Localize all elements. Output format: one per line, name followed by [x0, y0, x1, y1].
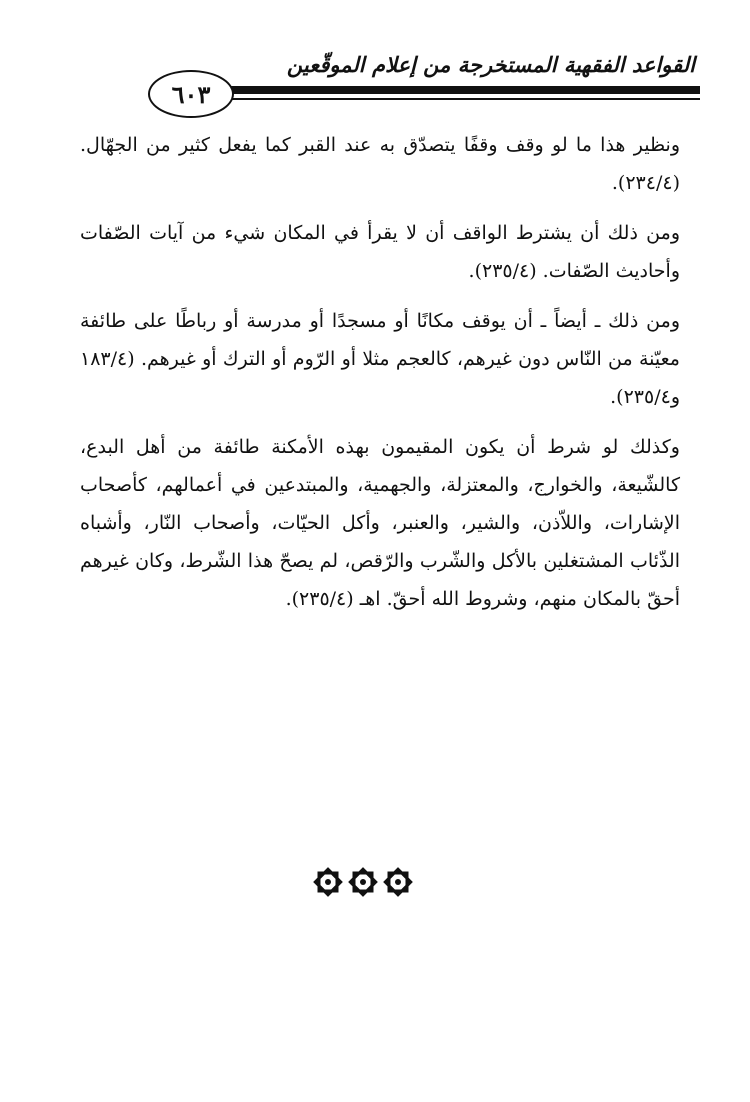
header-rule-thick	[200, 86, 700, 94]
page-number: ٦٠٣	[148, 70, 234, 118]
body-text	[80, 126, 680, 630]
eight-point-star-icon	[383, 867, 413, 897]
eight-point-star-icon	[313, 867, 343, 897]
running-header-title: القواعد الفقهية المستخرجة من إعلام الموقّعين	[286, 52, 695, 77]
paragraph: ونظير هذا ما لو وقف وقفًا يتصدّق به عند القبر كما يفعل كثير من الجهّال. (٢٣٤/٤).	[80, 134, 680, 194]
section-end-ornament	[313, 866, 413, 898]
paragraph: ومن ذلك ـ أيضاً ـ أن يوقف مكانًا أو مسجدًا أو مدرسة أو رباطًا على طائفة معيّنة من النّاس دون غيرهم، كالعجم مثلا أو الرّوم أو الترك أو غيرهم. (١٨٣/٤ و٢٣٥/٤).	[80, 310, 680, 408]
eight-point-star-icon	[348, 867, 378, 897]
paragraph: ومن ذلك أن يشترط الواقف أن لا يقرأ في المكان شيء من آيات الصّفات وأحاديث الصّفات. (٢٣٥/٤).	[80, 222, 680, 282]
paragraph: وكذلك لو شرط أن يكون المقيمون بهذه الأمكنة طائفة من أهل البدع، كالشّيعة، والخوارج، والمعتزلة، والجهمية، والمبتدعين في أعمالهم، كأصحاب الإشارات، واللاّذن، والشير، والعنبر، وأكل الحيّات، وأصحاب النّار، وأشباه الذّئاب المشتغلين بالأكل والشّرب والرّقص، لم يصحّ هذا الشّرط، وكان غيرهم أحقّ بالمكان منهم، وشروط الله أحقّ. اهـ (٢٣٥/٤).	[80, 436, 680, 610]
header-rule-thin	[200, 98, 700, 100]
